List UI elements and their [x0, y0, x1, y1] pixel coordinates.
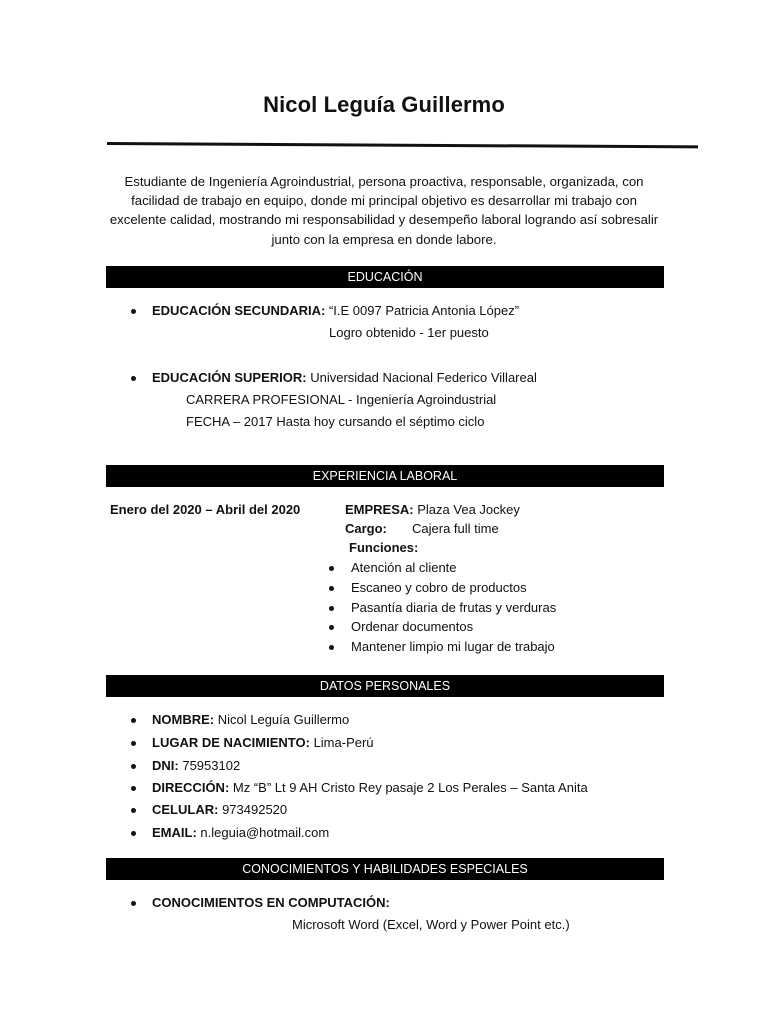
bullet-icon [131, 831, 136, 836]
bullet-icon [329, 625, 334, 630]
role-value: Cajera full time [412, 521, 499, 536]
personal-item-label: EMAIL: [152, 825, 197, 840]
higher-education [152, 370, 537, 386]
study-date: FECHA – 2017 Hasta hoy cursando el séptimo ciclo [186, 414, 485, 429]
job-period: Enero del 2020 – Abril del 2020 [110, 502, 301, 517]
function-item: Pasantía diaria de frutas y verduras [351, 600, 557, 615]
higher-education-label: EDUCACIÓN SUPERIOR: [152, 370, 307, 385]
bullet-icon [131, 786, 136, 791]
personal-item [152, 758, 240, 774]
functions-label: Funciones: [349, 540, 419, 555]
bullet-icon [131, 808, 136, 813]
bullet-icon [329, 566, 334, 571]
bullet-icon [131, 764, 136, 769]
bullet-icon [329, 586, 334, 591]
job-company [345, 502, 520, 518]
bullet-icon [131, 309, 136, 314]
career: CARRERA PROFESIONAL - Ingeniería Agroindustrial [186, 392, 497, 407]
role-label: Cargo: [345, 521, 387, 536]
personal-item [152, 802, 287, 818]
secondary-education-value: “I.E 0097 Patricia Antonia López” [328, 303, 520, 318]
bullet-icon [329, 606, 334, 611]
achievement: Logro obtenido - 1er puesto [329, 325, 489, 340]
personal-item-label: DNI: [152, 758, 179, 773]
personal-data-heading: DATOS PERSONALES [106, 675, 664, 697]
secondary-education [152, 303, 519, 319]
personal-item [152, 780, 588, 796]
personal-item-value: n.leguia@hotmail.com [200, 825, 330, 840]
higher-education-value: Universidad Nacional Federico Villareal [310, 370, 537, 385]
resume-name: Nicol Leguía Guillermo [263, 92, 505, 117]
computer-skills-value: Microsoft Word (Excel, Word y Power Point etc.) [292, 917, 570, 932]
personal-item-value: Lima-Perú [313, 735, 374, 750]
personal-item [152, 735, 374, 751]
computer-skills-label: CONOCIMIENTOS EN COMPUTACIÓN: [152, 895, 390, 910]
profile-summary: Estudiante de Ingeniería Agroindustrial, persona proactiva, responsable, organizada, con facilidad de trabajo en equipo, donde mi principal objetivo es desarrollar mi trabajo con excelente calidad, mostrando mi responsabilidad y desempeño laboral logrando así sobresalir junto con la empresa en donde labore. [109, 174, 659, 247]
bullet-icon [131, 741, 136, 746]
title-divider [107, 142, 698, 148]
personal-item-value: 75953102 [182, 758, 241, 773]
experience-heading: EXPERIENCIA LABORAL [106, 465, 664, 487]
personal-item-label: DIRECCIÓN: [152, 780, 230, 795]
bullet-icon [131, 376, 136, 381]
personal-item-label: NOMBRE: [152, 712, 215, 727]
bullet-icon [131, 901, 136, 906]
bullet-icon [131, 718, 136, 723]
function-item: Escaneo y cobro de productos [351, 580, 527, 595]
company-label: EMPRESA: [345, 502, 414, 517]
personal-item-label: LUGAR DE NACIMIENTO: [152, 735, 310, 750]
personal-item-value: 973492520 [222, 802, 288, 817]
company-value: Plaza Vea Jockey [417, 502, 520, 517]
personal-item-label: CELULAR: [152, 802, 219, 817]
bullet-icon [329, 645, 334, 650]
function-item: Ordenar documentos [351, 619, 474, 634]
function-item: Atención al cliente [351, 560, 457, 575]
secondary-education-label: EDUCACIÓN SECUNDARIA: [152, 303, 326, 318]
function-item: Mantener limpio mi lugar de trabajo [351, 639, 555, 654]
education-heading: EDUCACIÓN [106, 266, 664, 288]
skills-heading: CONOCIMIENTOS Y HABILIDADES ESPECIALES [106, 858, 664, 880]
personal-item-value: Mz “B” Lt 9 AH Cristo Rey pasaje 2 Los Perales – Santa Anita [232, 780, 588, 795]
personal-item [152, 712, 349, 728]
personal-item [152, 825, 329, 841]
personal-item-value: Nicol Leguía Guillermo [217, 712, 350, 727]
